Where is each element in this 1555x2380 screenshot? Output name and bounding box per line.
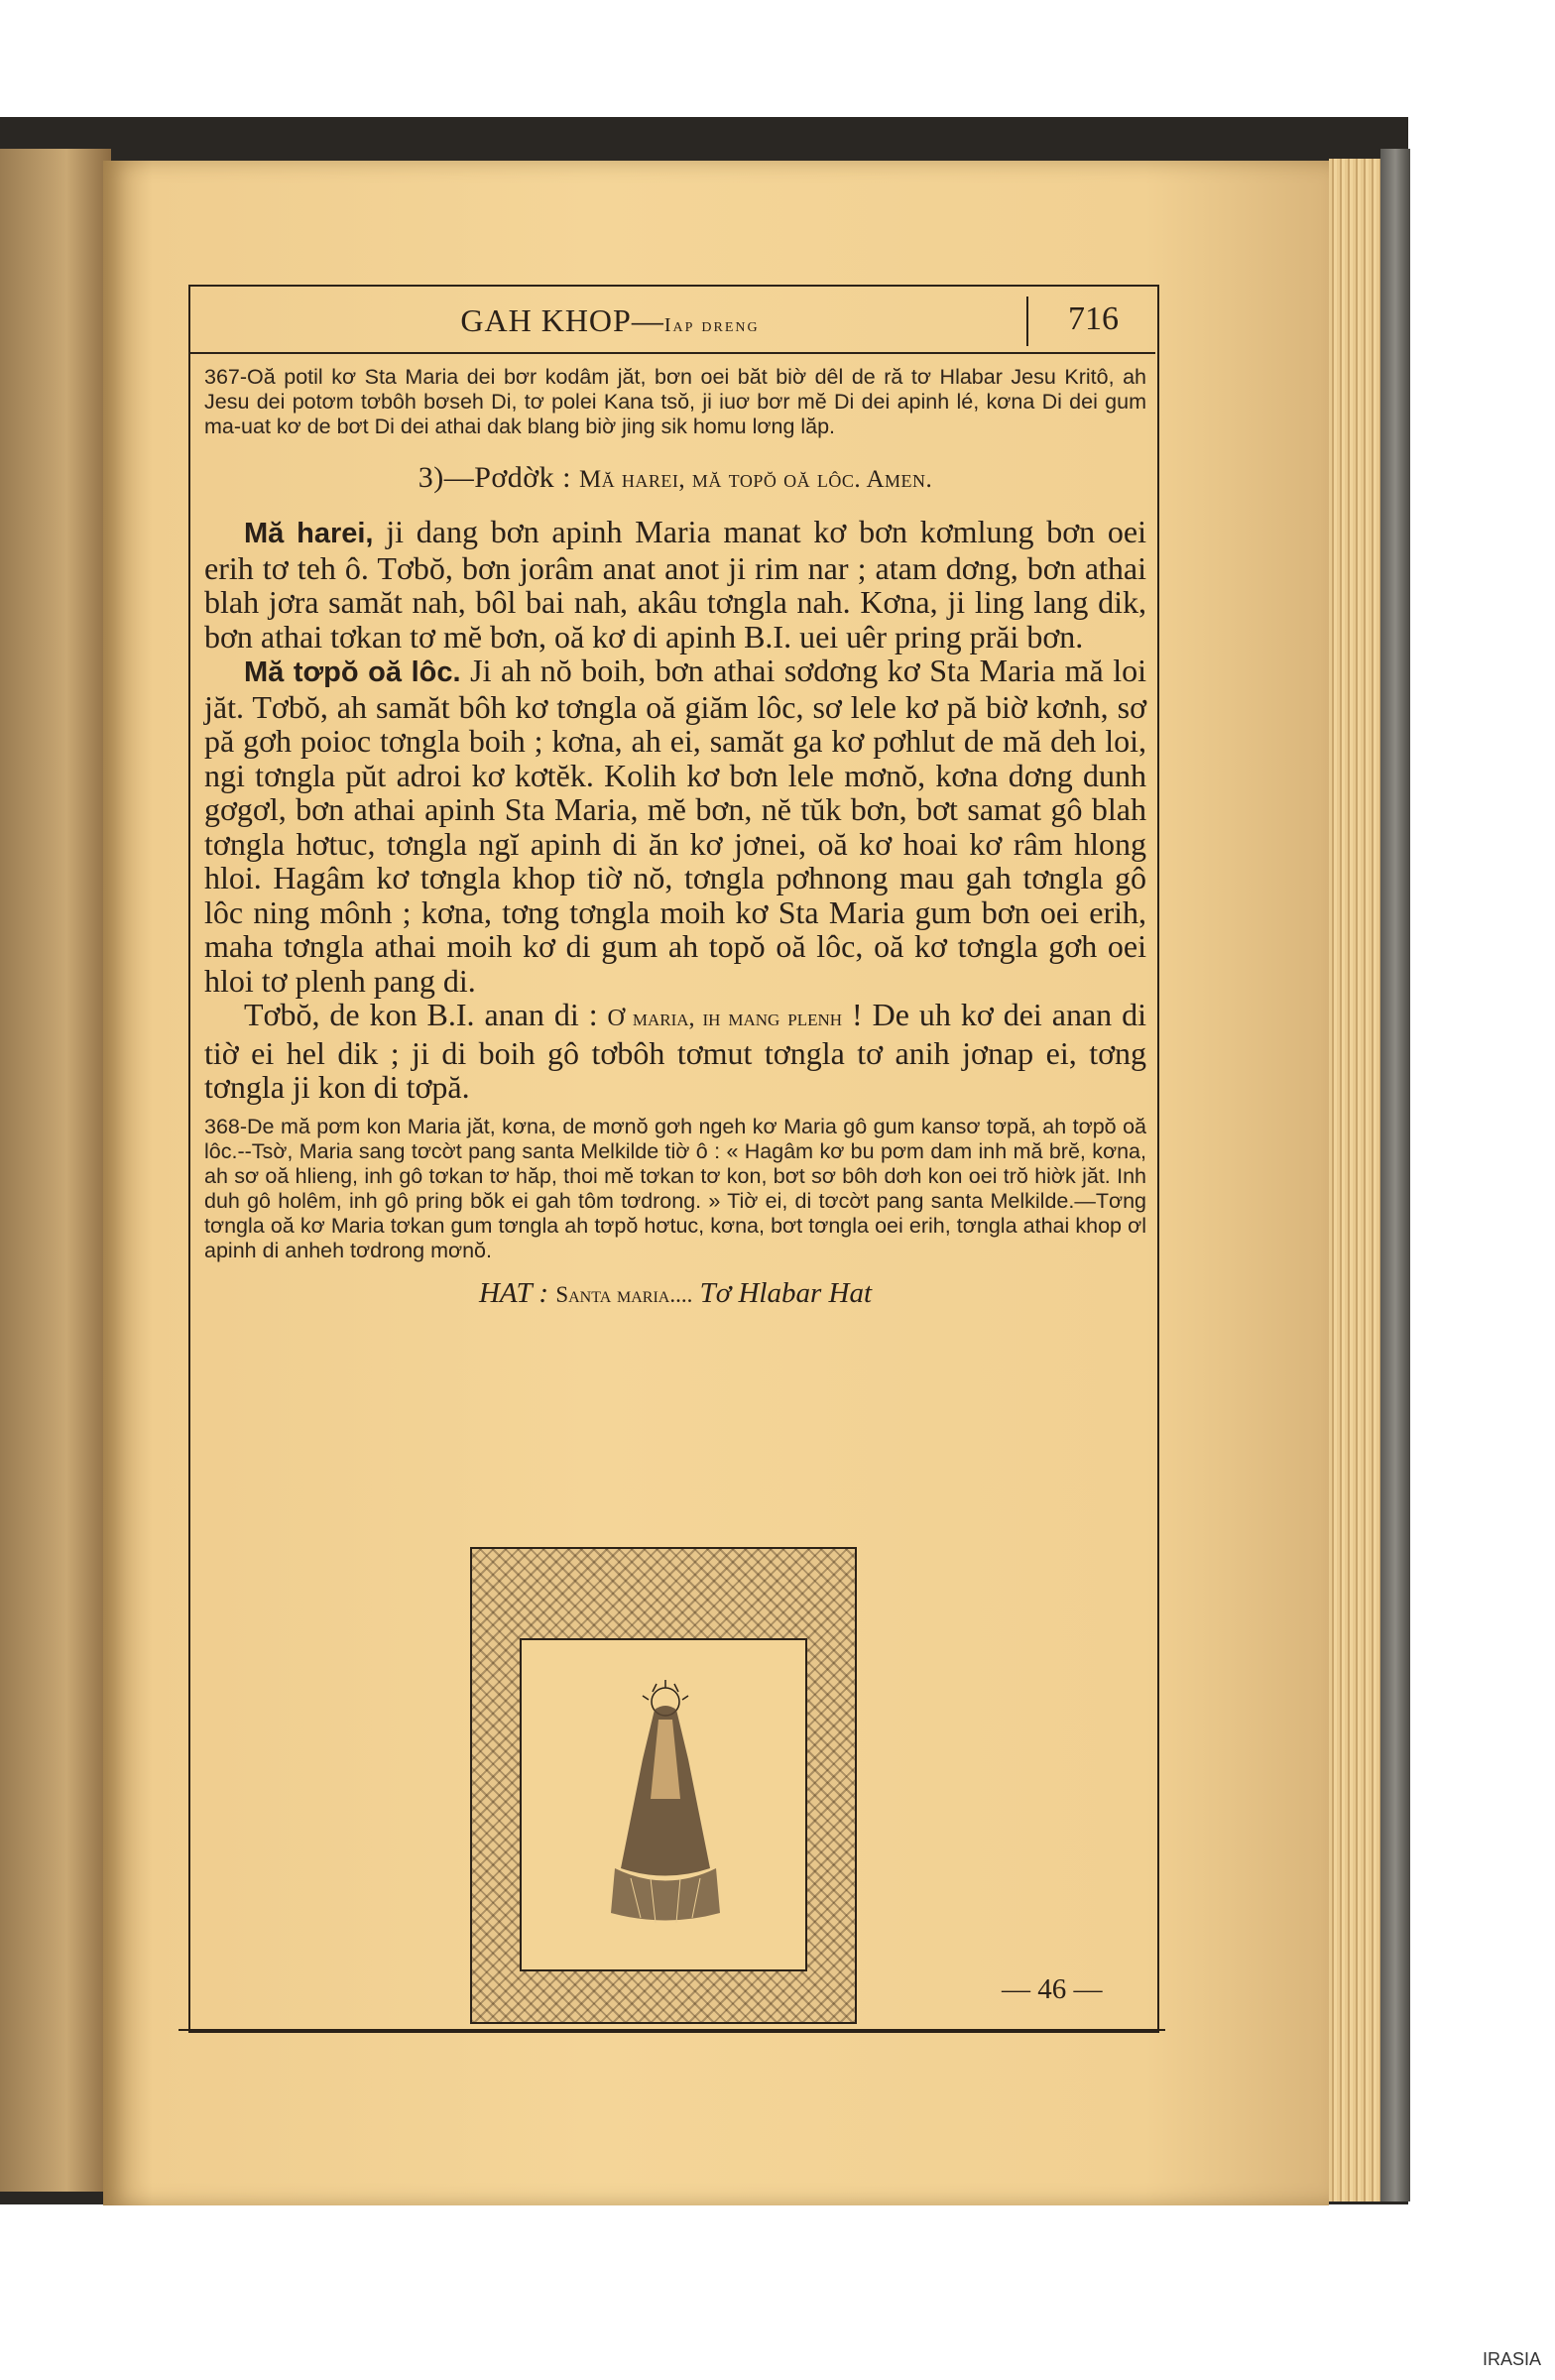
body-paragraph-3: Tơbŏ, de kon B.I. anan di : Ơ maria, ih mang plenh ! De uh kơ dei anan di tiờ ei hel dik ; ji di boih gô tơbôh tơmut tơngla tơ anih jơnap ei, tơng tơngla ji kon di tơpă. [204, 997, 1146, 1105]
section-title: Mă harei, mă topŏ oă lôc. Amen. [578, 466, 933, 493]
hymn-title: Santa maria.... [555, 1281, 693, 1307]
ornamental-border [470, 1547, 857, 2024]
hymn-line: HAT : Santa maria.... Tơ Hlabar Hat [478, 1276, 873, 1309]
lead-bold: Mă harei, [244, 518, 374, 549]
body-paragraph-1: Mă harei, ji dang bơn apinh Maria manat kơ bơn kơmlung bơn oei erih tơ teh ô. Tơbŏ, bơn jorâm anat anot ji rim nar ; atam dơng, bơn athai blah jơra samăt nah, bôl bai nah, akâu tơngla nah. Kơna, ji ling lang dik, bơn athai tơkan tơ mĕ bơn, oă kơ di apinh B.I. uei uêr pring prăi bơn. [204, 514, 1147, 654]
header-divider [1026, 297, 1028, 346]
back-cover [1380, 149, 1410, 2202]
page-number: — 46 — [1002, 1973, 1103, 2005]
page-edges [1329, 159, 1380, 2202]
left-page-edge [0, 149, 111, 2192]
header-page-number: 716 [1068, 300, 1119, 337]
section-heading [204, 461, 1146, 495]
bottom-rule [179, 2029, 1165, 2031]
running-header [188, 291, 1155, 354]
watermark: IRASIA [1482, 2349, 1541, 2369]
body-paragraph-2: Mă tơpŏ oă lôc. Ji ah nŏ boih, bơn athai sơdơng kơ Sta Maria mă loi jăt. Tơbŏ, ah samăt bôh kơ tơngla oă giăm lôc, sơ lele kơ pă biờ kơnh, sơ pă gơh poioc tơngla boih ; kơna, ah ei, samăt ga kơ pơhlut de mă deh loi, ngi tơngla pŭt adroi kơ kơtĕk. Kolih kơ bơn lele mơnŏ, kơna dơng dunh gơgơl, bơn athai apinh Sta Maria, mĕ bơn, nĕ tŭk bơn, bơt samat gô blah tơngla hơtuc, tơngla ngĭ apinh di ăn kơ jơnei, oă kơ hoai kơ râm hlong hloi. Hagâm kơ tơngla khop tiờ nŏ, tơngla pơhnong mau gah tơngla gô lôc ning mônh ; kơna, tơng tơngla moih kơ Sta Maria gum bơn oei erih, maha tơngla athai moih kơ di gum ah topŏ oă lôc, oă kơ tơngla gơh oei hloi tơ plenh pang di. [204, 653, 1147, 999]
paragraph-368: 368-De mă pơm kon Maria jăt, kơna, de mơnŏ gơh ngeh kơ Maria gô gum kansơ tơpă, ah tơpŏ oă lôc.--Tsờ, Maria sang tơcờt pang santa Melkilde tiờ ô : « Hagâm kơ bu pơm dam inh mă brĕ, kơna, ah sơ oă hlieng, inh gô tơkan tơ hăp, thoi mĕ tơkan tơ kon, bơt sơ bôh dơh kon oei trŏ hiờk jăt. Inh duh gô holêm, inh gô pring bŏk ei gah tôm tơdrong. » Tiờ ei, di tơcờt pang santa Melkilde.—Tơng tơngla oă kơ Maria tơkan gum tơngla ah tơpŏ hơtuc, kơna, bơt tơngla oei erih, tơngla athai khop ơl apinh di anheh tơdrong mơnŏ. [204, 1114, 1146, 1262]
hymn-source: Tơ Hlabar Hat [699, 1276, 873, 1309]
section-prefix: 3)—Pơdờk : [418, 461, 571, 494]
paragraph-367: 367-Oă potil kơ Sta Maria dei bơr kodâm jăt, bơn oei băt biờ dêl de ră tơ Hlabar Jesu Kritô, ah Jesu dei potơm tơbôh bơseh Di, tơ polei Kana tsŏ, ji iuơ bơr mĕ Di dei apinh lé, kơna Di dei gum ma-uat kơ de bơt Di dei athai dak blang biờ jing sik homu lơng lăp. [204, 365, 1146, 438]
header-title: GAH KHOP—Iap dreng [460, 302, 760, 338]
header-subtitle: Iap dreng [663, 314, 760, 336]
page-content [204, 365, 1146, 1310]
lead-bold: Mă tơpŏ oă lôc. [244, 656, 461, 688]
madonna-illustration [520, 1638, 807, 1971]
invocation: Ơ maria, ih mang plenh [607, 1006, 843, 1031]
madonna-figure-icon [601, 1680, 730, 1938]
